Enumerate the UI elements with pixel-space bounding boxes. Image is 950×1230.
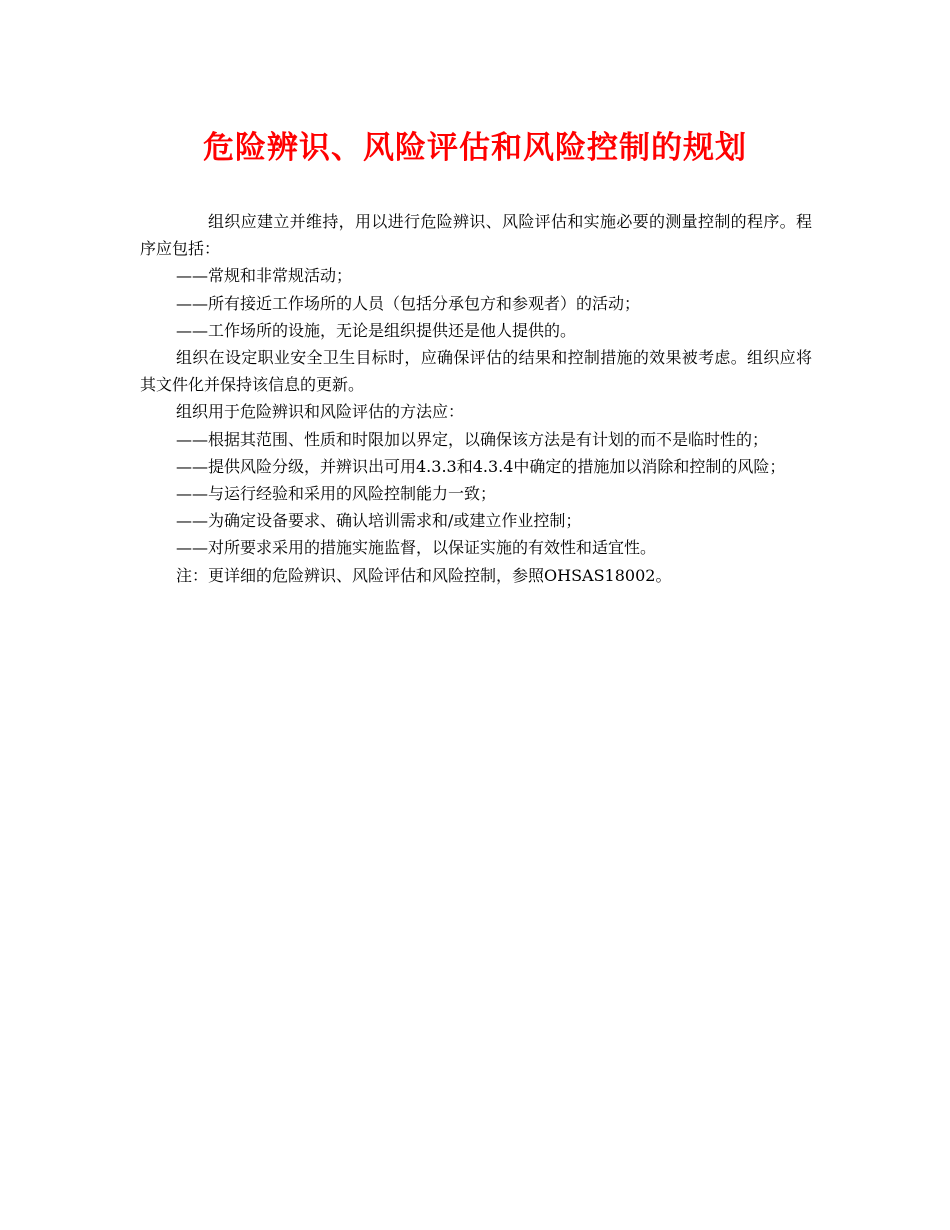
list-item-scope: ——根据其范围、性质和时限加以界定，以确保该方法是有计划的而不是临时性的； <box>176 429 769 449</box>
list-item-facilities: ——工作场所的设施，无论是组织提供还是他人提供的。 <box>176 320 577 340</box>
list-item-personnel-activities: ——所有接近工作场所的人员（包括分承包方和参观者）的活动； <box>176 293 641 313</box>
list-item-operational-experience: ——与运行经验和采用的风险控制能力一致； <box>176 484 497 504</box>
list-item-routine-activities: ——常规和非常规活动； <box>176 266 353 286</box>
paragraph-intro: 组织应建立并维持，用以进行危险辨识、风险评估和实施必要的测量控制的程序。程序应包括： <box>140 212 812 259</box>
document-title: 危险辨识、风险评估和风险控制的规划 <box>203 130 747 166</box>
document-body <box>140 208 812 589</box>
paragraph-methods: 组织用于危险辨识和风险评估的方法应： <box>176 402 465 422</box>
list-item-monitoring: ——对所要求采用的措施实施监督，以保证实施的有效性和适宜性。 <box>176 538 657 558</box>
paragraph-objectives: 组织在设定职业安全卫生目标时，应确保评估的结果和控制措施的效果被考虑。组织应将其文件化并保持该信息的更新。 <box>140 348 812 395</box>
list-item-risk-grading: ——提供风险分级，并辨识出可用4.3.3和4.3.4中确定的措施加以消除和控制的风险； <box>176 456 786 476</box>
list-item-equipment-requirements: ——为确定设备要求、确认培训需求和/或建立作业控制； <box>176 511 582 531</box>
paragraph-note: 注：更详细的危险辨识、风险评估和风险控制，参照OHSAS18002。 <box>176 565 672 585</box>
